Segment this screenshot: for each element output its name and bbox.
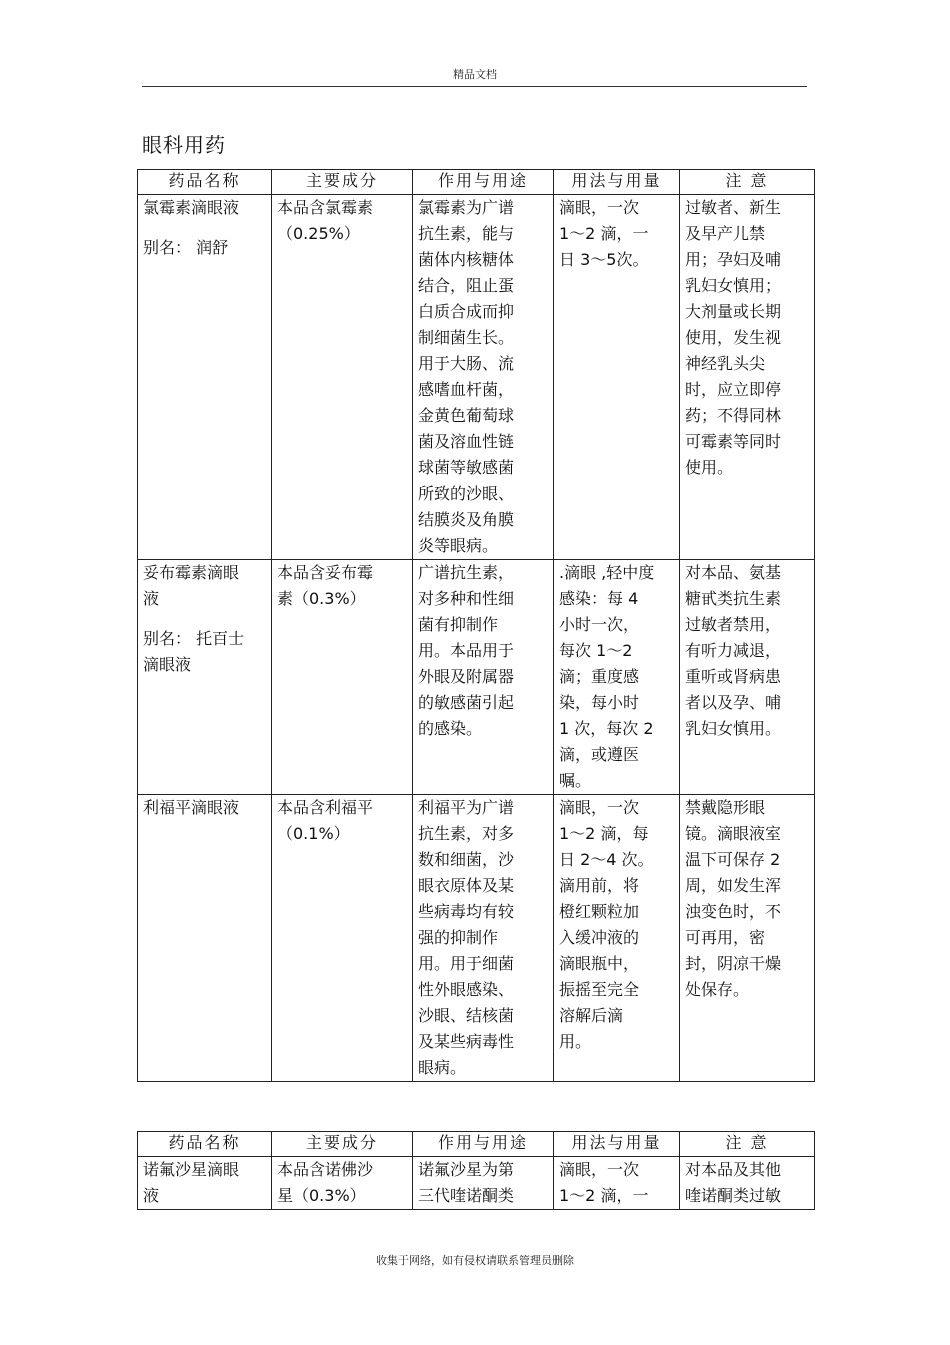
dosage-cell xyxy=(554,560,680,795)
use-text: 诺氟沙星为第 三代喹诺酮类 xyxy=(418,1160,515,1205)
table-header-row xyxy=(138,1132,815,1157)
table-row xyxy=(138,560,815,795)
ingredient-cell xyxy=(272,1157,413,1210)
drug-name-cell xyxy=(138,195,272,560)
caution-cell xyxy=(680,195,815,560)
use-text: 广谱抗生素， 对多种和性细 菌有抑制作 用。本品用于 外眼及附属器 的敏感菌引起 的感染。 xyxy=(418,563,515,738)
table-row xyxy=(138,195,815,560)
column-header-ingredient: 主要成分 xyxy=(272,1132,413,1157)
header-rule xyxy=(142,86,807,87)
table-header-row xyxy=(138,170,815,195)
caution-text: 对本品及其他 喹诺酮类过敏 xyxy=(685,1160,782,1205)
drug-alias: 别名： 托百士 滴眼液 xyxy=(143,629,245,674)
document-title: 眼科用药 xyxy=(142,133,226,157)
column-header-dosage: 用法与用量 xyxy=(554,170,680,195)
dosage-text: 滴眼，一次 1～2 滴，一 日 3～5次。 xyxy=(559,198,649,269)
drug-name: 诺氟沙星滴眼 液 xyxy=(143,1160,240,1205)
drug-name: 利福平滴眼液 xyxy=(143,798,240,817)
ingredient-text: 本品含诺佛沙 星（0.3%） xyxy=(277,1160,374,1205)
page-header: 精品文档 xyxy=(453,68,497,81)
dosage-cell xyxy=(554,1157,680,1210)
dosage-text: .滴眼 ,轻中度 感染：每 4 小时一次， 每次 1～2 滴；重度感 染，每小时 1 次，每次 2 滴，或遵医 嘱。 xyxy=(559,563,655,790)
dosage-cell xyxy=(554,795,680,1082)
drug-name-cell xyxy=(138,560,272,795)
caution-cell xyxy=(680,560,815,795)
ingredient-text: 本品含妥布霉 素（0.3%） xyxy=(277,563,374,608)
drug-name: 妥布霉素滴眼 液 xyxy=(143,563,240,608)
drug-name-cell xyxy=(138,795,272,1082)
drug-name-cell xyxy=(138,1157,272,1210)
caution-text: 对本品、氨基 糖甙类抗生素 过敏者禁用， 有听力减退， 重听或肾病患 者以及孕、哺 乳妇女慎用。 xyxy=(685,563,782,738)
table-row xyxy=(138,1157,815,1210)
ingredient-cell xyxy=(272,560,413,795)
caution-text: 过敏者、新生 及早产儿禁 用；孕妇及哺 乳妇女慎用； 大剂量或长期 使用，发生视 神经乳头尖 时，应立即停 药；不得同林 可霉素等同时 使用。 xyxy=(685,198,782,477)
column-header-dosage: 用法与用量 xyxy=(554,1132,680,1157)
drug-table xyxy=(137,169,815,1082)
use-cell xyxy=(413,795,554,1082)
use-text: 利福平为广谱 抗生素，对多 数和细菌，沙 眼衣原体及某 些病毒均有较 强的抑制作 用。用于细菌 性外眼感染、 沙眼、结核菌 及某些病毒性 眼病。 xyxy=(418,798,515,1077)
column-header-caution: 注 意 xyxy=(680,170,815,195)
use-cell xyxy=(413,195,554,560)
dosage-text: 滴眼，一次 1～2 滴，每 日 2～4 次。 滴用前，将 橙红颗粒加 入缓冲液的 滴眼瓶中， 振摇至完全 溶解后滴 用。 xyxy=(559,798,654,1051)
ingredient-text: 本品含氯霉素 （0.25%） xyxy=(277,198,374,243)
column-header-use: 作用与用途 xyxy=(413,1132,554,1157)
use-cell xyxy=(413,1157,554,1210)
column-header-ingredient: 主要成分 xyxy=(272,170,413,195)
drug-table-continued xyxy=(137,1131,815,1210)
ingredient-cell xyxy=(272,795,413,1082)
column-header-name: 药品名称 xyxy=(138,170,272,195)
use-cell xyxy=(413,560,554,795)
column-header-use: 作用与用途 xyxy=(413,170,554,195)
column-header-caution: 注 意 xyxy=(680,1132,815,1157)
table-row xyxy=(138,795,815,1082)
drug-name: 氯霉素滴眼液 xyxy=(143,198,240,217)
caution-cell xyxy=(680,795,815,1082)
ingredient-text: 本品含利福平 （0.1%） xyxy=(277,798,374,843)
use-text: 氯霉素为广谱 抗生素，能与 菌体内核糖体 结合，阻止蛋 白质合成而抑 制细菌生长。 用于大肠、流 感嗜血杆菌， 金黄色葡萄球 菌及溶血性链 球菌等敏感菌 所致的沙眼、 结膜炎及角膜 炎等眼病。 xyxy=(418,198,515,555)
page-footer: 收集于网络，如有侵权请联系管理员删除 xyxy=(376,1254,574,1267)
caution-text: 禁戴隐形眼 镜。滴眼液室 温下可保存 2 周，如发生浑 浊变色时，不 可再用，密 封，阴凉干燥 处保存。 xyxy=(685,798,782,999)
dosage-text: 滴眼，一次 1～2 滴，一 xyxy=(559,1160,649,1205)
column-header-name: 药品名称 xyxy=(138,1132,272,1157)
drug-alias: 别名： 润舒 xyxy=(143,238,229,257)
dosage-cell xyxy=(554,195,680,560)
caution-cell xyxy=(680,1157,815,1210)
ingredient-cell xyxy=(272,195,413,560)
